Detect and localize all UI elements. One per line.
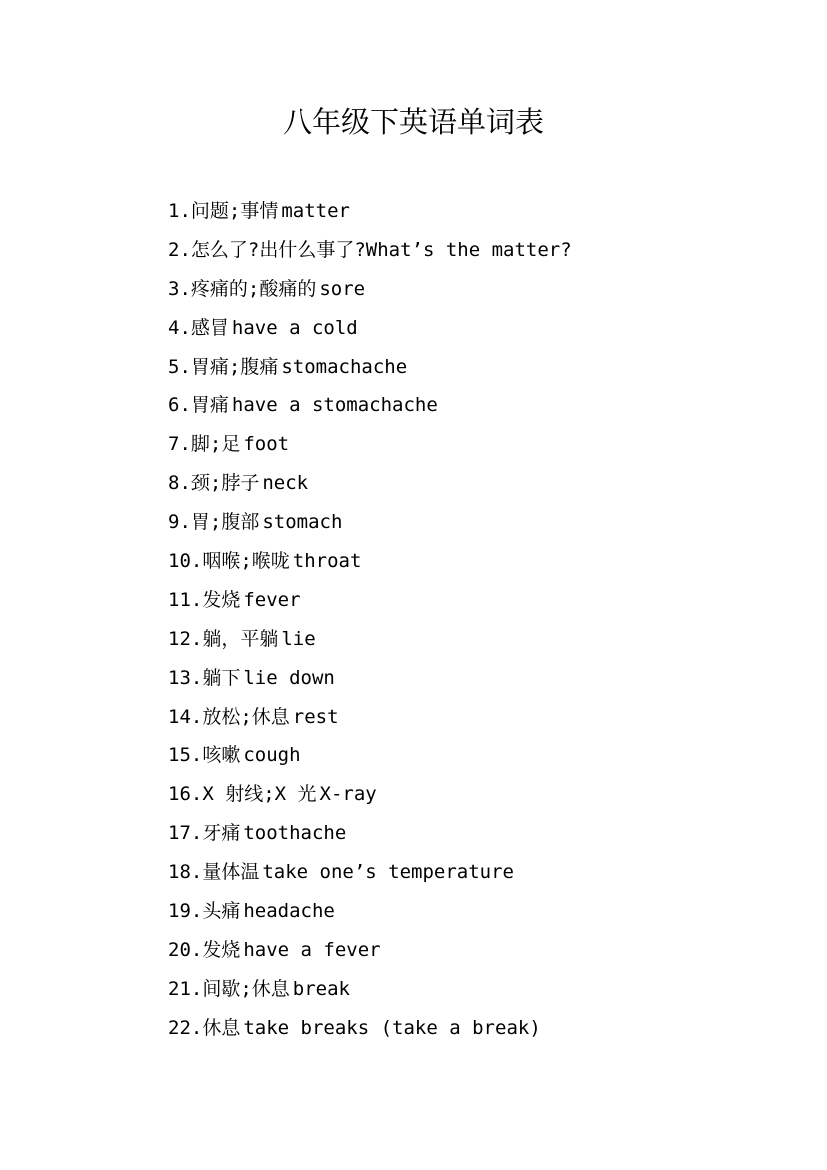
item-chinese: 发烧	[202, 938, 241, 961]
item-english: throat	[292, 550, 362, 573]
item-number: 15.	[168, 744, 203, 767]
item-chinese: 间歇;休息	[202, 977, 290, 1000]
item-english: break	[292, 977, 350, 1000]
vocabulary-item	[168, 814, 788, 853]
vocabulary-item	[168, 192, 788, 231]
item-number: 13.	[168, 666, 203, 689]
item-english: take breaks (take a break)	[243, 1016, 541, 1039]
item-chinese: 躺，平躺	[202, 627, 279, 650]
item-english: foot	[243, 433, 290, 456]
item-chinese: 胃痛;腹痛	[190, 355, 279, 378]
item-english: X-ray	[319, 783, 377, 806]
vocabulary-list	[168, 192, 788, 1048]
item-number: 1.	[168, 200, 191, 222]
item-chinese: 胃;腹部	[190, 511, 260, 534]
vocabulary-item	[168, 931, 788, 970]
item-number: 7.	[168, 433, 191, 456]
vocabulary-item	[168, 659, 788, 698]
item-chinese: 量体温	[202, 861, 260, 884]
vocabulary-item	[168, 892, 788, 931]
vocabulary-item	[168, 503, 788, 542]
item-english: headache	[243, 900, 335, 923]
item-english: rest	[292, 705, 339, 728]
vocabulary-item	[168, 348, 788, 387]
vocabulary-item	[168, 736, 788, 775]
item-number: 11.	[168, 588, 203, 611]
item-english: have a cold	[231, 316, 358, 339]
vocabulary-item	[168, 309, 788, 348]
item-english: sore	[319, 277, 366, 300]
vocabulary-item	[168, 620, 788, 659]
item-number: 14.	[168, 705, 203, 728]
item-number: 19.	[168, 900, 203, 923]
item-number: 18.	[168, 861, 203, 884]
vocabulary-item	[168, 386, 788, 425]
item-number: 8.	[168, 472, 191, 495]
item-chinese: 休息	[202, 1016, 241, 1039]
item-number: 2.	[168, 238, 191, 261]
item-number: 9.	[168, 511, 191, 534]
item-chinese: 脚;足	[190, 433, 241, 456]
item-chinese: X 射线;X 光	[202, 783, 317, 806]
item-chinese: 躺下	[202, 666, 241, 689]
vocabulary-item	[168, 542, 788, 581]
item-chinese: 头痛	[202, 900, 241, 923]
item-chinese: 胃痛	[190, 394, 229, 417]
item-chinese: 怎么了?出什么事了?What’s the matter?	[190, 238, 572, 261]
item-chinese: 问题;事情	[190, 200, 279, 222]
document-title: 八年级下英语单词表	[282, 105, 544, 139]
item-english: lie down	[243, 666, 335, 689]
vocabulary-item	[168, 581, 788, 620]
vocabulary-item	[168, 425, 788, 464]
item-number: 4.	[168, 316, 191, 339]
vocabulary-item	[168, 1009, 788, 1048]
vocabulary-item	[168, 775, 788, 814]
item-english: fever	[243, 588, 301, 611]
item-english: lie	[281, 627, 316, 650]
item-chinese: 牙痛	[202, 822, 241, 845]
item-chinese: 颈;脖子	[190, 472, 260, 495]
item-chinese: 咳嗽	[202, 744, 241, 767]
item-number: 17.	[168, 822, 203, 845]
item-english: have a stomachache	[231, 394, 438, 417]
vocabulary-item	[168, 970, 788, 1009]
vocabulary-item	[168, 464, 788, 503]
vocabulary-item	[168, 270, 788, 309]
item-chinese: 放松;休息	[202, 705, 290, 728]
vocabulary-item	[168, 698, 788, 737]
item-number: 5.	[168, 355, 191, 378]
item-english: take one’s temperature	[262, 861, 515, 884]
item-english: toothache	[243, 822, 347, 845]
vocabulary-item	[168, 853, 788, 892]
item-chinese: 疼痛的;酸痛的	[190, 277, 317, 300]
item-number: 6.	[168, 394, 191, 417]
item-english: have a fever	[243, 938, 381, 961]
item-english: cough	[243, 744, 301, 767]
item-number: 22.	[168, 1016, 203, 1039]
item-english: stomachache	[281, 355, 408, 378]
item-chinese: 发烧	[202, 588, 241, 611]
item-number: 10.	[168, 550, 203, 573]
item-number: 16.	[168, 783, 203, 806]
vocabulary-item	[168, 231, 788, 270]
item-number: 3.	[168, 277, 191, 300]
item-english: neck	[262, 472, 309, 495]
item-english: stomach	[262, 511, 343, 534]
item-number: 20.	[168, 938, 203, 961]
item-chinese: 感冒	[190, 316, 229, 339]
item-chinese: 咽喉;喉咙	[202, 550, 290, 573]
item-english: matter	[281, 200, 350, 222]
item-number: 12.	[168, 627, 203, 650]
item-number: 21.	[168, 977, 203, 1000]
